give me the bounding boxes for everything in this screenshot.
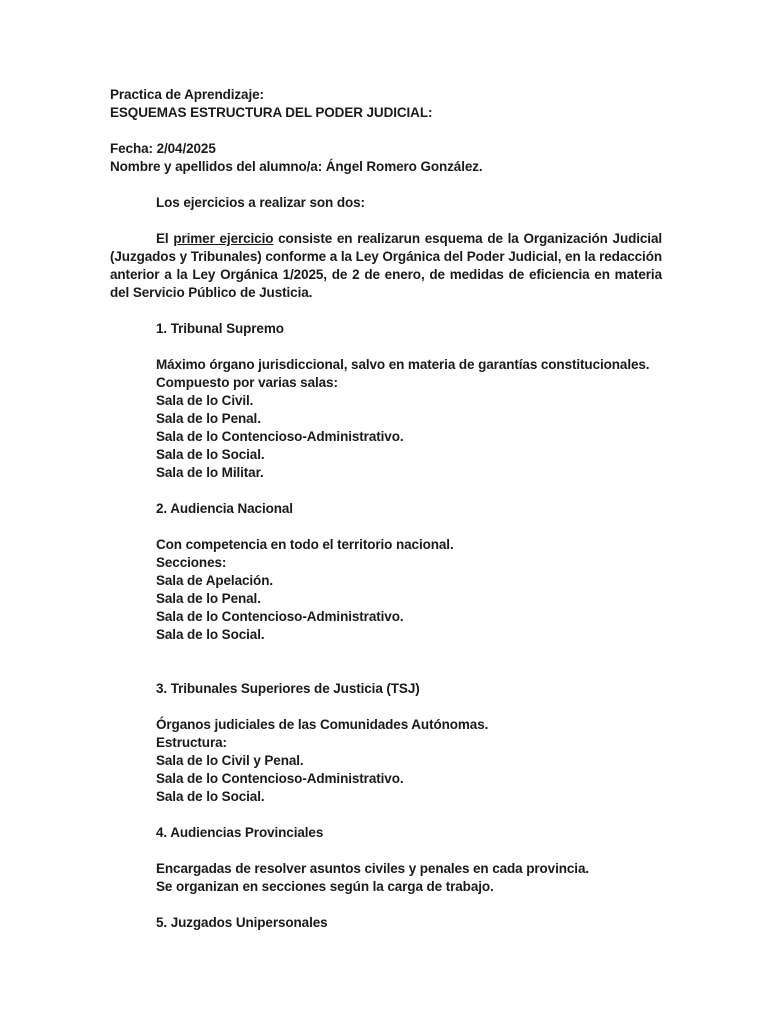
section-line: Sala de Apelación. [156,573,273,588]
doc-title-line1: Practica de Aprendizaje: [110,87,264,102]
paragraph-rest: consiste en realizarun esquema de la Organización Judicial (Juzgados y Tribunales) conforme a la Ley Orgánica del Poder Judicial, en la redacción anterior a la Ley Orgánica 1/2025, de 2 de enero, de medidas de eficiencia en materia del Servicio Público de Justicia. [110,231,662,300]
section-line: Sala de lo Contencioso-Administrativo. [156,609,404,624]
section-line: Sala de lo Contencioso-Administrativo. [156,429,404,444]
section-line: Sala de lo Civil y Penal. [156,753,304,768]
section-line: Sala de lo Contencioso-Administrativo. [156,771,404,786]
section-line: Máximo órgano jurisdiccional, salvo en materia de garantías constitucionales. [156,357,650,372]
section-title-juzgados-unipersonales: 5. Juzgados Unipersonales [156,915,328,930]
section-line: Sala de lo Militar. [156,465,264,480]
section-line: Secciones: [156,555,227,570]
section-line: Órganos judiciales de las Comunidades Autónomas. [156,717,489,732]
document-body [110,86,662,932]
section-line: Sala de lo Social. [156,789,265,804]
doc-title-line2: ESQUEMAS ESTRUCTURA DEL PODER JUDICIAL: [110,105,433,120]
section-line: Se organizan en secciones según la carga de trabajo. [156,879,494,894]
section-title-audiencia-nacional: 2. Audiencia Nacional [156,501,293,516]
doc-date: Fecha: 2/04/2025 [110,141,216,156]
section-title-audiencias-provinciales: 4. Audiencias Provinciales [156,825,324,840]
section-line: Sala de lo Social. [156,447,265,462]
section-line: Con competencia en todo el territorio nacional. [156,537,454,552]
section-line: Compuesto por varias salas: [156,375,338,390]
first-exercise-emphasis: primer ejercicio [173,231,274,246]
section-title-tsj: 3. Tribunales Superiores de Justicia (TSJ) [156,681,420,696]
section-line: Sala de lo Penal. [156,591,261,606]
section-title-tribunal-supremo: 1. Tribunal Supremo [156,321,284,336]
doc-student-name: Nombre y apellidos del alumno/a: Ángel Romero González. [110,159,483,174]
paragraph-start: El [156,231,174,246]
section-line: Sala de lo Social. [156,627,265,642]
section-line: Estructura: [156,735,227,750]
exercises-intro: Los ejercicios a realizar son dos: [156,195,365,210]
section-line: Encargadas de resolver asuntos civiles y penales en cada provincia. [156,861,590,876]
first-exercise-paragraph [110,230,662,302]
section-line: Sala de lo Civil. [156,393,254,408]
section-line: Sala de lo Penal. [156,411,261,426]
